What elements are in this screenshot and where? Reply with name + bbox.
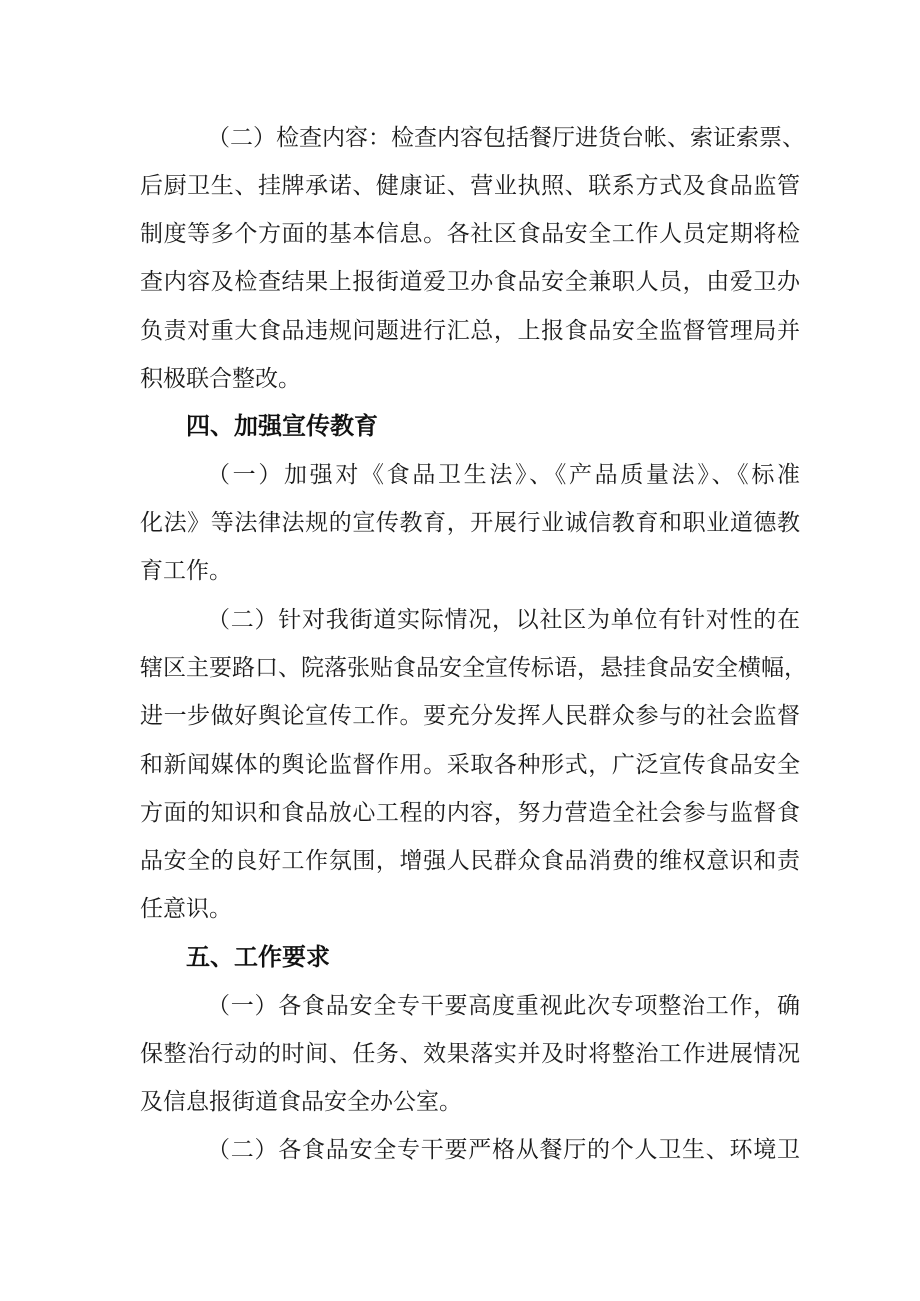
section-heading: 四、加强宣传教育 [186, 412, 378, 440]
paragraph-line: 后厨卫生、挂牌承诺、健康证、营业执照、联系方式及食品监管 [140, 173, 800, 199]
paragraph-line: 查内容及检查结果上报街道爱卫办食品安全兼职人员，由爱卫办 [140, 269, 800, 295]
paragraph-line: 负责对重大食品违规问题进行汇总，上报食品安全监督管理局并 [140, 318, 800, 344]
paragraph-line: （二）针对我街道实际情况，以社区为单位有针对性的在 [207, 607, 800, 633]
paragraph-line: 育工作。 [140, 558, 232, 584]
section-heading: 五、工作要求 [186, 943, 330, 971]
paragraph-line: 进一步做好舆论宣传工作。要充分发挥人民群众参与的社会监督 [140, 703, 800, 729]
paragraph-line: 品安全的良好工作氛围，增强人民群众食品消费的维权意识和责 [140, 848, 800, 874]
paragraph-line: （一）加强对《食品卫生法》、《产品质量法》、《标准 [207, 462, 800, 488]
paragraph-line: 辖区主要路口、院落张贴食品安全宣传标语，悬挂食品安全横幅， [140, 655, 807, 681]
paragraph-line: （一）各食品安全专干要高度重视此次专项整治工作，确 [207, 993, 800, 1019]
paragraph-line: 任意识。 [140, 896, 232, 922]
paragraph-line: 保整治行动的时间、任务、效果落实并及时将整治工作进展情况 [140, 1041, 800, 1067]
paragraph-line: （二）各食品安全专干要严格从餐厅的个人卫生、环境卫 [207, 1137, 800, 1163]
paragraph-line: 积极联合整改。 [140, 366, 301, 392]
paragraph-line: （二）检查内容：检查内容包括餐厅进货台帐、索证索票、 [207, 125, 805, 151]
paragraph-line: 制度等多个方面的基本信息。各社区食品安全工作人员定期将检 [140, 221, 800, 247]
paragraph-line: 和新闻媒体的舆论监督作用。采取各种形式，广泛宣传食品安全 [140, 752, 800, 778]
paragraph-line: 及信息报街道食品安全办公室。 [140, 1089, 462, 1115]
paragraph-line: 方面的知识和食品放心工程的内容，努力营造全社会参与监督食 [140, 800, 800, 826]
paragraph-line: 化法》等法律法规的宣传教育，开展行业诚信教育和职业道德教 [140, 510, 800, 536]
